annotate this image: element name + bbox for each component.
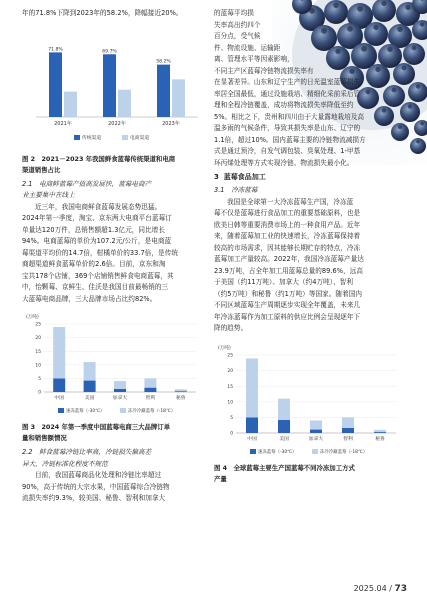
bar-traditional [103,54,116,117]
section-2-1-heading-line2: 业主要集中在线上 [22,191,75,199]
blueberry-crown [412,46,417,51]
figure3-caption-line1: 图 3 2024 年第一季度中国蓝莓电商三大品牌订单 [22,423,171,431]
paragraph-line: 欧美日韩等重要消费市场上的一种食用产品。近年 [214,220,361,229]
bar-traditional [49,52,62,117]
paragraph-line: 宝共178个店铺，369个店铺销售鲜食电商蓝莓，其 [22,271,174,280]
legend-swatch [74,135,80,140]
y-axis-unit: (万吨) [218,345,231,351]
paragraph-line: 94%。电商蓝莓的单价为107.2元/公斤，是电商蓝 [22,237,172,245]
legend-swatch [312,449,318,454]
bar-frozen-storage [246,358,258,417]
section-3-1-heading: 3.1 冷冻蓝莓 [214,186,258,194]
bar-frozen-storage [278,398,290,419]
y-tick-label: 15 [35,349,41,355]
y-tick-label: 0 [230,431,233,437]
category-label: 中国 [54,396,65,401]
paragraph-line: 的蓝莓平均损 [214,9,254,17]
blueberry-crown [416,84,420,88]
y-tick-label: 10 [227,399,233,405]
blueberry-crown [416,140,420,144]
paragraph-line: 不同主产区蓝莓冷链物流损失率有 [214,66,314,75]
y-axis-unit: (万吨) [26,315,39,320]
intro-line: 年的71.8%下降到2023年的58.2%，降幅接近20%。 [22,9,183,17]
y-tick-label: 15 [227,384,233,390]
paragraph-line: 不同区域蓝莓生产周期逐步实现全年覆盖，未来几 [214,301,361,309]
paragraph-line: 近三年，我国电商鲜食蓝莓发展态势迅猛。 [35,202,162,211]
bar-quick-frozen [310,429,322,432]
category-label: 2022年 [108,120,126,127]
paragraph-line: 于美国（约11万吨）、加拿大（约4万吨）、智利 [214,278,354,286]
section-3-heading [214,171,410,183]
paragraph-line: （约5万吨）和秘鲁（约1万吨）等国家。随着国内 [214,289,363,298]
bar-frozen-storage [53,327,65,378]
data-label: 58.2% [156,59,171,65]
section-3-title: 蓝莓食品加工 [223,173,266,181]
section-2-1-heading-line1: 2.1 电商鲜蓝莓产值高发展快，蓝莓电商产 [22,179,152,188]
paragraph-line: 来，随着蓝莓加工业的快速增长，冷冻蓝莓保持着 [214,232,361,240]
bar-quick-frozen [342,428,354,433]
blueberry-crown [420,22,424,26]
ecommerce-brand-chart [22,310,204,418]
paragraph-line: 莓渠道平均价的14.7倍，柑橘单价的33.7倍，是传统 [22,248,178,257]
bar-frozen-storage [342,417,354,428]
paragraph-line: 1.1倍，超过10%。国内蓝莓主要的冷链物流减损方 [214,135,366,144]
category-label: 美国 [84,396,95,401]
bar-quick-frozen [374,432,386,433]
data-label: 71.8% [48,46,63,52]
figure2-caption-line2: 渠道销售占比 [22,165,61,174]
bar-ecommerce [172,79,185,117]
cold-chain-paragraph [22,470,204,505]
paragraph-line: 较高的市场需求，因其能够长期贮存的特点，冷冻 [214,243,361,252]
bar-quick-frozen [53,378,65,392]
category-label: 秘鲁 [175,396,186,401]
ecommerce-paragraph [22,202,204,306]
legend-swatch [58,408,64,413]
left-column [22,8,204,505]
figure3-caption-line2: 量和销售额情况 [22,434,67,442]
paragraph-line: 件、物流设施、运输距 [214,43,281,52]
y-tick-label: 20 [227,368,233,374]
section-3-number: 3 [214,173,219,181]
category-label: 加拿大 [308,436,324,442]
page-number-value: 73 [394,584,407,594]
figure4-caption-line2: 产量 [214,474,227,483]
loss-rate-paragraph [214,8,410,169]
y-tick-label: 10 [35,363,41,369]
bar-frozen-storage [84,362,96,380]
paragraph-line: 率居全国最低，通过设施栽培、精细化采前采后管 [214,89,361,98]
paragraph-line: 离、管理水平等因素影响， [214,55,294,63]
legend-swatch [250,449,256,454]
y-tick-label: 0 [38,390,41,396]
page-number [354,584,407,594]
bar-quick-frozen [84,381,96,392]
frozen-production-chart [214,341,404,459]
bar-frozen-storage [114,381,126,389]
paragraph-line: 5%。相比之下，贵州和四川由于大量露地栽培及高 [214,112,365,121]
paragraph-line: 年冷冻蓝莓作为加工原料的供应比例会呈现逐年下 [214,312,361,321]
y-tick-label: 20 [35,336,41,342]
y-tick-label: 25 [227,353,233,359]
paragraph-line: 式是通过预冷，自发气调包装、臭氧处理、1-甲基 [214,147,361,155]
y-tick-label: 5 [230,415,233,421]
paragraph-line: 流损失率约9.3%，较美国、秘鲁、智利和加拿大 [22,494,166,502]
bar-quick-frozen [246,417,258,433]
paragraph-line: 23.9万吨，占全年加工用蓝莓总量的89.6%，远高 [214,266,364,275]
bar-frozen-storage [310,420,322,429]
paragraph-line: 中，怡颗莓、京鲜生、佳沃是我国目前最畅销的三 [22,283,169,291]
page-separator: / [389,584,392,593]
paragraph-line: 失率高出约四个 [214,20,261,29]
figure4-caption-line1: 图 4 全球蓝莓主要生产国蓝莓不同冷冻加工方式 [214,463,355,472]
bar-quick-frozen [175,391,187,392]
bar-quick-frozen [278,419,290,432]
legend-swatch [122,135,128,140]
paragraph-line: 百分点，受气候 [214,32,261,40]
paragraph-line: 2024年第一季度，淘宝、京东两大电商平台蓝莓订 [22,214,172,222]
paragraph-line: 理和全程冷链覆盖，成功将物流损失率降低至约 [214,101,354,109]
bar-ecommerce [118,89,131,116]
bar-quick-frozen [114,389,126,392]
legend-label: 传统渠道 [82,135,102,141]
paragraph-line: 降的趋势。 [214,324,248,332]
category-label: 中国 [247,436,257,442]
bar-frozen-storage [175,389,187,391]
legend-label: 速冻蓝莓（-30℃） [66,409,105,414]
legend-label: 速冻蓝莓（-30℃） [258,449,297,455]
blueberry-crown [420,122,424,126]
bar-traditional [157,64,170,116]
legend-label: 电商渠道 [130,135,150,141]
paragraph-line: 目前，我国蓝莓商品化处理和冷链比率超过 [35,471,162,479]
paragraph-line: 蓝莓加工产量较高。2022年，我国冷冻蓝莓产量达 [214,255,364,263]
legend-label: 冻冷冷藏蓝莓（-18℃） [320,449,368,455]
category-label: 智利 [343,436,353,442]
bar-frozen-storage [144,378,156,387]
category-label: 美国 [279,436,289,442]
category-label: 2023年 [162,120,180,127]
issue-date: 2025.04 [353,584,387,593]
category-label: 秘鲁 [375,436,385,442]
paragraph-line: 我国是全球第一大冷冻蓝莓生产国，冷冻蓝 [227,197,354,206]
paragraph-line: 温多雨的气候条件，导致其损失率是山东、辽宁的 [214,124,361,132]
blueberry-crown [381,1,386,6]
y-tick-label: 25 [35,322,41,328]
paragraph-line: 单量达120万件，总销售额超1.3亿元，同比增长 [22,225,165,234]
paragraph-line: 商超渠道鲜食蓝莓单价的2.6倍。目前，京东和淘 [22,260,166,268]
paragraph-line: 莓不仅是蓝莓进行食品加工的重要基础原料，也是 [214,209,361,217]
section-2-2-heading-line1: 2.2 鲜食蓝莓冷链比率高，冷链损失偏高差 [22,448,152,456]
paragraph-line: 90%，高于传统的大宗水果，中国蓝莓综合冷链物 [22,482,170,491]
category-label: 智利 [145,396,156,401]
legend-label: 冻冷冷藏蓝莓（-18℃） [128,409,176,414]
paragraph-line: 环丙烯处理等方式实现冷链、物流损失最小化。 [214,158,354,167]
paragraph-line: 在显著差异。山东和辽宁生产的日光温室蓝莓损失 [214,78,361,86]
bar-quick-frozen [144,388,156,392]
category-label: 加拿大 [112,396,128,401]
right-column [214,8,410,485]
paragraph-line: 大蓝莓电商品牌，三大品牌市场占比约82%。 [22,294,157,303]
channel-share-chart [22,26,204,151]
y-tick-label: 5 [38,377,41,382]
data-label: 69.7% [102,48,117,54]
frozen-blueberry-paragraph [214,197,410,335]
bar-ecommerce [64,91,77,116]
figure2-caption-line1: 图 2 2021－2023 年我国鲜食蓝莓传统渠道和电商 [22,154,176,163]
bar-frozen-storage [374,429,386,431]
category-label: 2021年 [54,120,72,127]
legend-swatch [120,408,126,413]
section-2-2-heading-line2: 异大，冷链标准化程度不规范 [22,459,108,468]
